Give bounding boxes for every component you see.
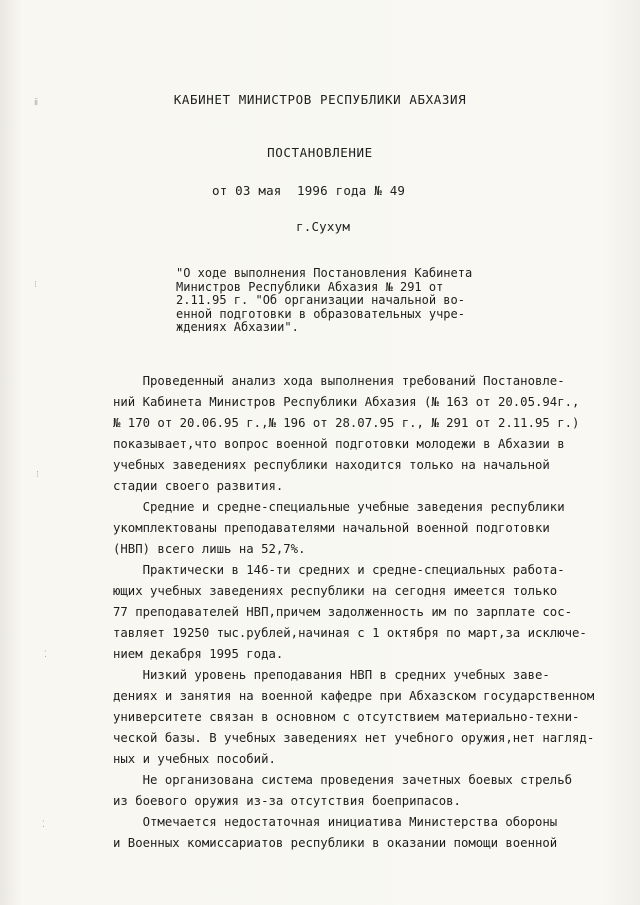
body-text: [113, 371, 613, 854]
margin-mark: ⁚: [44, 650, 47, 660]
body-line: (НВП) всего лишь на 52,7%.: [113, 542, 306, 556]
body-line: № 170 от 20.06.95 г.,№ 196 от 28.07.95 г., № 291 от 2.11.95 г.): [113, 416, 580, 430]
subject-line: Министров Республики Абхазия № 291 от: [176, 279, 444, 294]
body-line: Проведенный анализ хода выполнения требований Постановле-: [113, 374, 565, 388]
body-line: Средние и средне-специальные учебные заведения республики: [113, 500, 565, 514]
body-line: нием декабря 1995 года.: [113, 647, 284, 661]
city: г.Сухум: [296, 219, 351, 234]
subject-block: [176, 267, 516, 335]
margin-mark: ⅱ: [34, 98, 39, 108]
subject-line: "О ходе выполнения Постановления Кабинета: [176, 266, 473, 280]
body-line: университете связан в основном с отсутствием материально-техни-: [113, 710, 580, 724]
body-line: стадии своего развития.: [113, 479, 284, 493]
body-line: учебных заведениях республики находится только на начальной: [113, 458, 550, 472]
body-line: укомплектованы преподавателями начальной военной подготовки: [113, 521, 550, 535]
document-type-title: ПОСТАНОВЛЕНИЕ: [267, 145, 373, 160]
subject-line: енной подготовки в образовательных учре-: [176, 306, 465, 321]
body-line: ющих учебных заведениях республики на сегодня имеется только: [113, 584, 558, 598]
body-line: тавляет 19250 тыс.рублей,начиная с 1 октября по март,за исключе-: [113, 626, 587, 640]
body-line: Практически в 146-ти средних и средне-специальных работа-: [113, 563, 565, 577]
body-line: Отмечается недостаточная инициатива Министерства обороны: [113, 815, 558, 829]
body-line: ческой базы. В учебных заведениях нет учебного оружия,нет нагляд-: [113, 731, 595, 745]
subject-line: ждениях Абхазии".: [176, 320, 299, 335]
body-line: 77 преподавателей НВП,причем задолженность им по зарплате сос-: [113, 605, 573, 619]
margin-mark: ⁚: [42, 820, 45, 830]
body-line: показывает,что вопрос военной подготовки молодежи в Абхазии в: [113, 437, 565, 451]
margin-mark: ⁝: [36, 470, 39, 480]
body-line: Низкий уровень преподавания НВП в средних учебных заве-: [113, 668, 550, 682]
body-line: дениях и занятия на военной кафедре при Абхазском государственном: [113, 689, 595, 703]
organization-title: КАБИНЕТ МИНИСТРОВ РЕСПУБЛИКИ АБХАЗИЯ: [173, 92, 467, 107]
margin-mark: ⁝: [34, 280, 37, 290]
body-line: ний Кабинета Министров Республики Абхазия (№ 163 от 20.05.94г.,: [113, 395, 580, 409]
body-line: и Военных комиссариатов республики в оказании помощи военной: [113, 836, 558, 850]
body-line: из боевого оружия из-за отсутствия боеприпасов.: [113, 794, 461, 808]
body-line: ных и учебных пособий.: [113, 752, 276, 766]
body-line: Не организована система проведения зачетных боевых стрельб: [113, 773, 573, 787]
date-and-number: от 03 мая 1996 года № 49: [212, 183, 406, 198]
subject-line: 2.11.95 г. "Об организации начальной во-: [176, 293, 465, 308]
